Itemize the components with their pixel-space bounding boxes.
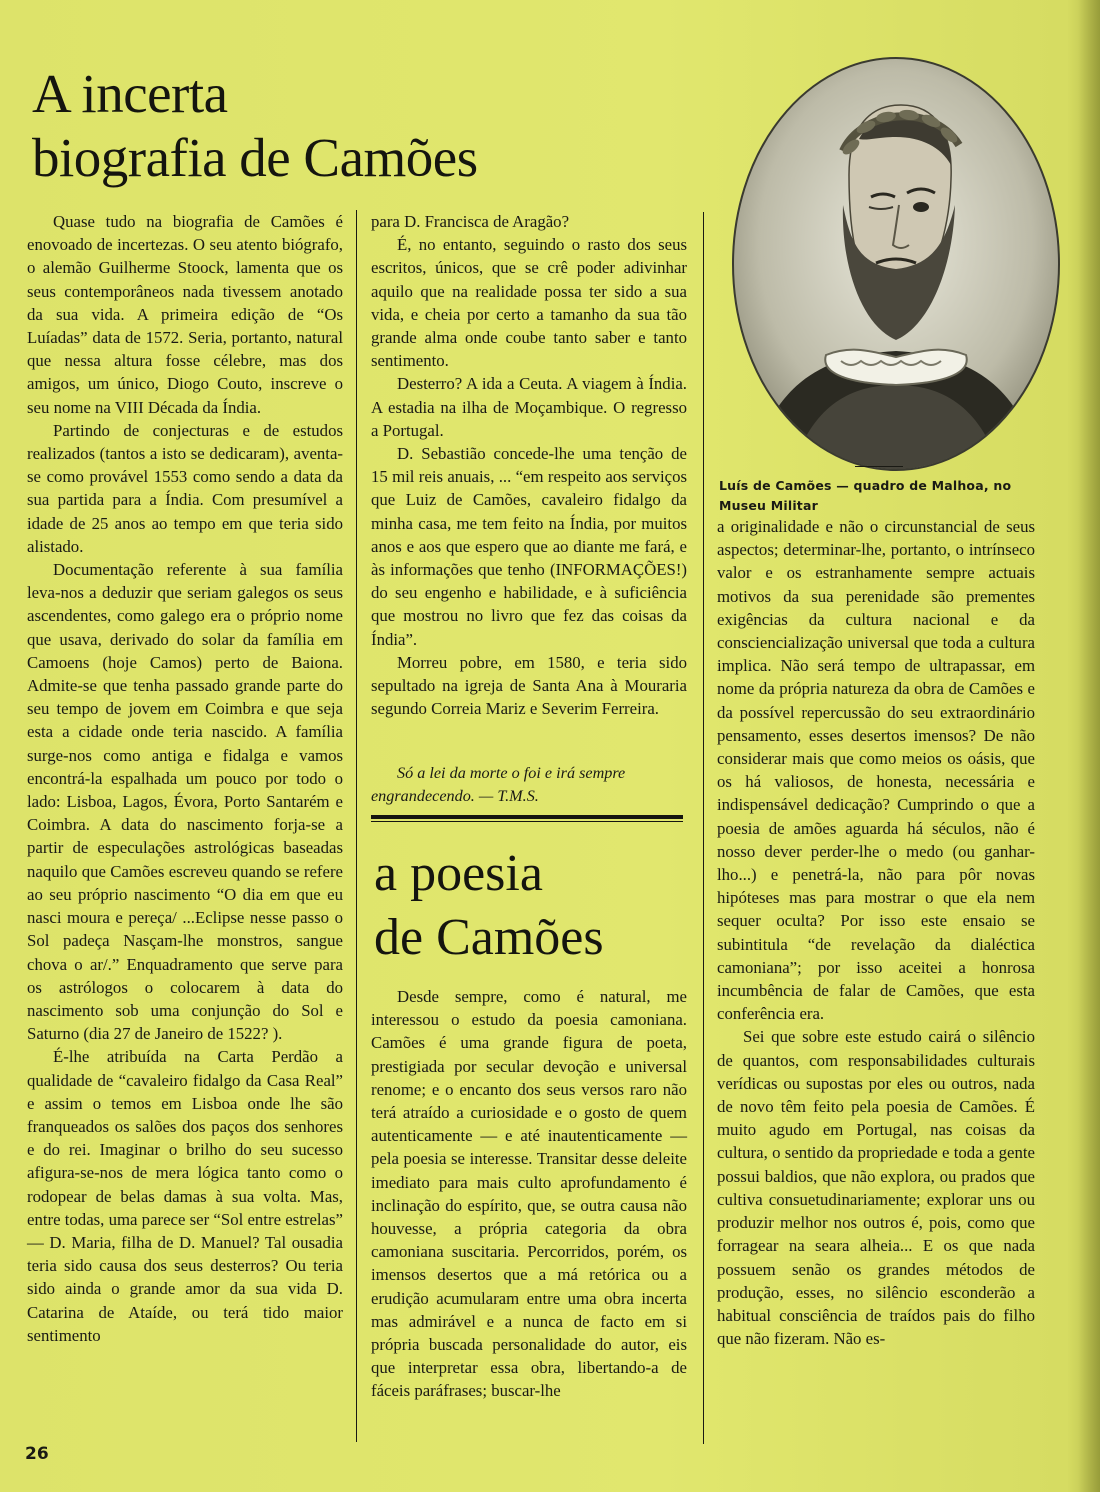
paragraph: a originalidade e não o circunstancial de seus aspectos; determinar-lhe, portanto, o intrínseco valor e os estranhamente sempre actuais motivos da sua perenidade são prementes exigências da cultura nacional e da consciencialização universal que toda a cultura implica. Não será tempo de ultrapassar, em nome da própria natureza da obra de Camões e da possível repercussão do seu extraordinário pensamento, esses desertos imensos? De não considerar mais que como meios os oásis, que os há valiosos, de honesta, necessária e indispensável dedicação? Cumprindo o que a poesia de amões aguarda há séculos, não é nosso dever perder-lhe o medo (ou ganhar-lho...) e penetrá-la, não para pôr novas hipóteses mas para mostrar o que ela nem sequer oculta? Por isso este ensaio se subintitula “de revelação da dialéctica camoniana”; por isso aceitei a honrosa incumbência de falar de Camões, que esta conferência era. xyxy=(717,517,1035,1024)
paragraph: É-lhe atribuída na Carta Perdão a qualidade de “cavaleiro fidalgo da Casa Real” e assim o temos em Lisboa onde lhe são franqueados os salões dos paços dos senhores e do rei. Imaginar o brilho do seu sucesso afigura-se-nos de mera lógica tanto como o rodopear de belas damas à sua volta. Mas, entre todas, uma parece ser “Sol entre estrelas” — D. Maria, filha de D. Manuel? Tal ousadia teria sido causa dos seus desterros? Ou teria sido ainda o grande amor da sua vida D. Catarina de Ataíde, ou terá tido maior sentimento xyxy=(27,1047,343,1345)
portrait-image xyxy=(731,55,1061,473)
closing-verse: Só a lei da morte o foi e irá sempre engrandecendo. — T.M.S. xyxy=(371,764,626,805)
portrait-caption: Luís de Camões — quadro de Malhoa, no Museu Militar xyxy=(719,478,1012,513)
article-title: A incerta biografia de Camões xyxy=(32,63,478,188)
column-divider xyxy=(356,210,357,1442)
article-column-2 xyxy=(371,210,687,720)
paragraph: Quase tudo na biografia de Camões é enovoado de incertezas. O seu atento biógrafo, o alemão Guilherme Stoock, lamenta que os seus contemporâneos nada tivessem anotado da sua vida. A primeira edição de “Os Luíadas” data de 1572. Seria, portanto, natural que nessa altura fosse célebre, mas dos amigos, um único, Diogo Couto, inscreve o seu nome na VIII Década da Índia. xyxy=(27,212,343,417)
paragraph: Documentação referente à sua família leva-nos a deduzir que seriam galegos os seus ascendentes, como galego era o próprio nome que usava, derivado do solar da família em Camoens (hoje Camos) perto de Baiona. Admite-se que tenha passado grande parte do seu tempo de jovem em Coimbra e que seja esta a cidade onde teria nascido. A família surge-nos como antiga e fidalga e vamos encontrá-la espalhada um pouco por todo o lado: Lisboa, Lagos, Évora, Porto Santarém e Coimbra. A data do nascimento forja-se a partir de especulações astrológicas baseadas naquilo que Camões escreveu quando se refere ao seu próprio nascimento “O dia em que eu nasci moura e pereça/ ...Eclipse nesse passo o Sol padeça Nasçam-lhe monstros, sangue chova o ar/.” Enquadramento que serve para os astrólogos o colocarem à data do nascimento sob uma conjunção do Sol e Saturno (dia 27 de Janeiro de 1522? ). xyxy=(27,560,343,1044)
paragraph: para D. Francisca de Aragão? xyxy=(371,212,570,231)
section-column-3 xyxy=(717,515,1035,1350)
page-number: 26 xyxy=(25,1444,49,1464)
paragraph: É, no entanto, seguindo o rasto dos seus escritos, únicos, que se crê poder adivinhar aquilo que na realidade possa ter sido a sua vida, e cheia por certo a tamanho da sua tão grande alma onde coube tanto saber e tanto sentimento. xyxy=(371,235,687,371)
section-title: a poesia de Camões xyxy=(374,845,604,966)
article-column-1 xyxy=(27,210,343,1347)
paragraph: Partindo de conjecturas e de estudos realizados (tantos a isto se dedicaram), aventa-se como provável 1553 como sendo a data da sua partida para a Índia. Com presumível a idade de 25 anos ao tempo em que teria sido alistado. xyxy=(27,420,343,556)
section-column-lower xyxy=(371,985,687,1403)
paragraph: Desterro? A ida a Ceuta. A viagem à Índia. A estadia na ilha de Moçambique. O regresso a Portugal. xyxy=(371,374,687,440)
caption-rule xyxy=(855,466,903,467)
paragraph: Morreu pobre, em 1580, e teria sido sepultado na igreja de Santa Ana à Mouraria segundo Correia Mariz e Severim Ferreira. xyxy=(371,652,687,719)
section-divider xyxy=(371,815,683,822)
paragraph: Sei que sobre este estudo cairá o silêncio de quantos, com responsabilidades culturais verídicas ou supostas por eles ou outros, nada de novo têm feito pela poesia de Camões. É muito agudo em Portugal, nas coisas da cultura, o sentido da propriedade e toda a gente possui baldios, que não explora, ou prados que cultiva consuetudinariamente; explorar uns ou produzir melhor nos outros é, pois, como que forragear na seara alheia... E os que nada possuem senão os grandes métodos de produção, esses, no silêncio esconderão a habitual consciência de traídos pais do filho que não fizeram. Não es- xyxy=(717,1027,1035,1349)
column-divider xyxy=(703,212,704,1444)
paragraph: D. Sebastião concede-lhe uma tenção de 15 mil reis anuais, ... “em respeito aos serviços que Luiz de Camões, cavaleiro fidalgo da minha casa, me tem feito na Índia, por muitos anos e aos que espero que ao diante me fará, e às informações que tenho (INFORMAÇÕES!) do seu engenho e habilidade, e à suficiência que mostrou no livro que fez das coisas da Índia”. xyxy=(371,444,687,649)
page-spine-shadow xyxy=(1078,0,1100,1492)
paragraph: Desde sempre, como é natural, me interessou o estudo da poesia camoniana. Camões é uma grande figura de poeta, prestigiada por secular devoção e universal renome; e o encanto dos seus versos raro não terá atraído a curiosidade e o gosto de quem autenticamente — e até inautenticamente — pela poesia se interesse. Transitar desse deleite imediato para mais culto aprofundamento é inclinação do espírito, que, se outra causa não houvesse, a própria categoria da obra camoniana suscitaria. Percorridos, porém, os imensos desertos que a má retórica ou a erudição acumularam entre uma obra incerta mas admirável e a nunca de facto em si própria buscada personalidade do autor, eis que interpretar essa obra, libertando-a de fáceis paráfrases; buscar-lhe xyxy=(371,987,687,1401)
